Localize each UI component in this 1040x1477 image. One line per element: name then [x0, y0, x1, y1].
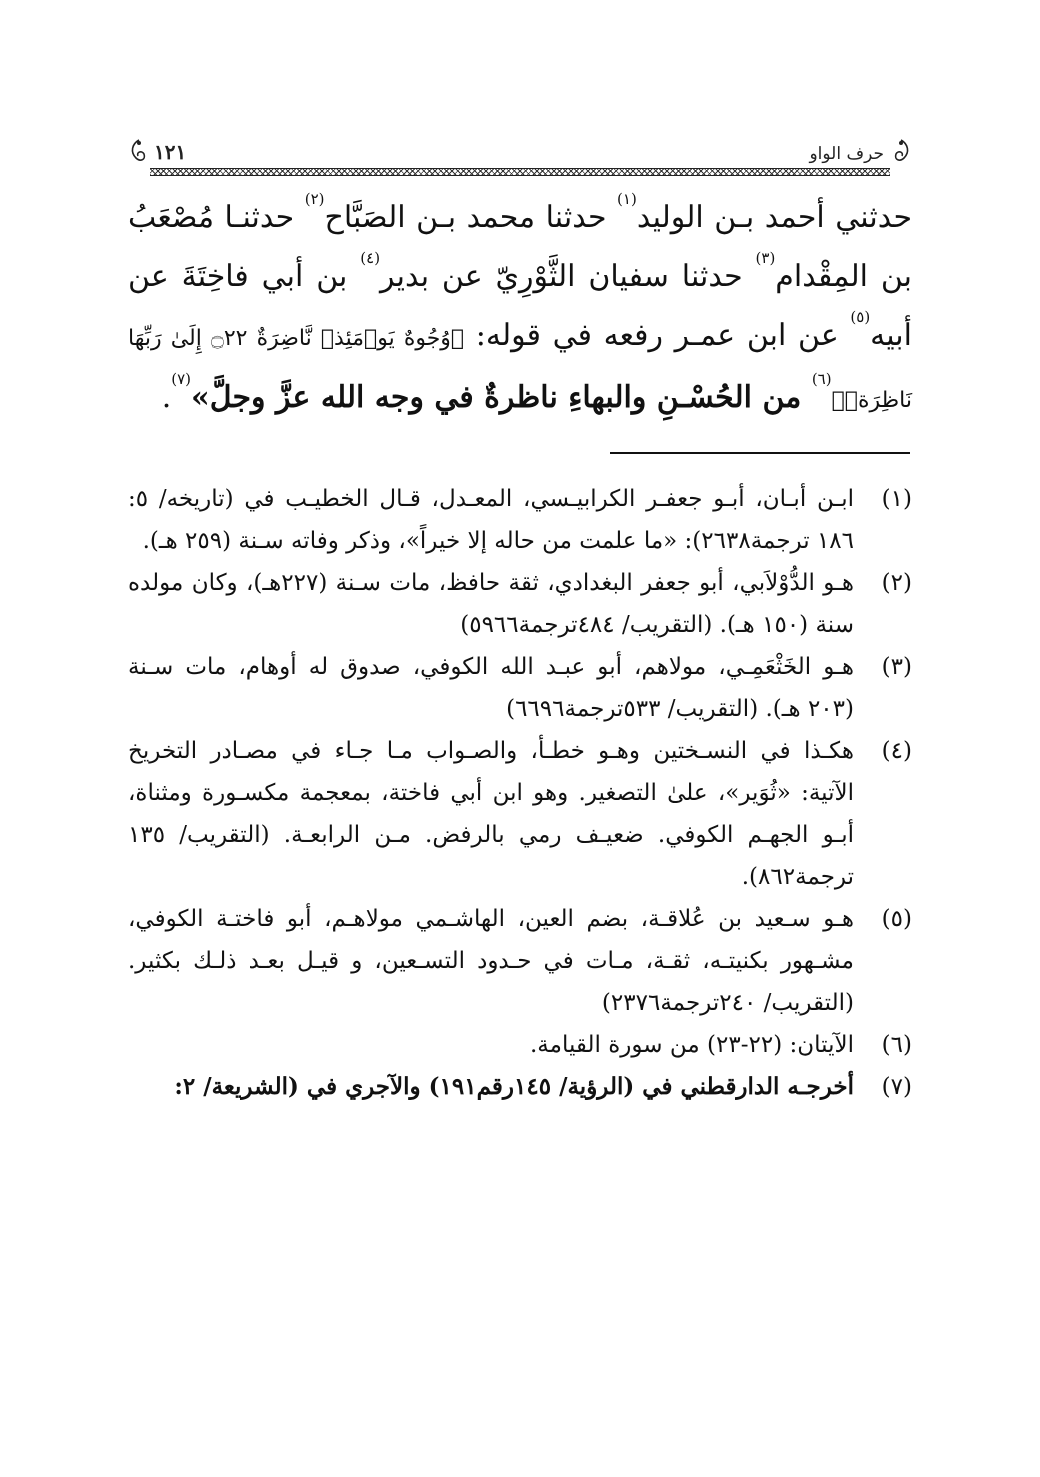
footnote-item: [128, 1066, 912, 1108]
footnotes-list: [128, 478, 912, 1108]
main-text-segment: حدثنـا مُصْعَبُ بن المِقْدام: [128, 200, 913, 294]
footnote-item: [128, 646, 912, 730]
footnote-text: هـو سـعيد بن عُلاقـة، بضم العين، الهاشـمي مولاهـم، أبو فاختـة الكوفي، مشـهور بكنيتـه، ثقـة، مـات في حـدود التسـعين، و قيـل بعـد ذلـك بكثير. (التقريب/ ٢٤٠ترجمة٢٣٧٦): [128, 906, 854, 1016]
header-chapter-title: حرف الواو: [809, 144, 884, 164]
main-text-segment: بن أبي فاخِتَةَ عن أبيه: [128, 259, 912, 353]
header-ornament-left-icon: [128, 138, 150, 166]
footnote-number: (٦): [881, 1032, 912, 1058]
footnote-number: (٤): [881, 738, 912, 764]
footnote-item: [128, 562, 912, 646]
footnote-item: [128, 730, 912, 898]
footnote-ref: (٢): [304, 190, 325, 208]
main-text: [128, 188, 912, 430]
footnote-item: [128, 478, 912, 562]
main-text-segment: حدثنا محمد بـن الصَبَّاح: [324, 200, 618, 235]
footnote-number: (١): [881, 486, 912, 512]
header-decorative-rule: [150, 168, 890, 176]
footnote-number: (٢): [881, 570, 912, 596]
main-text-segment: .: [161, 380, 172, 415]
footnote-ref: (١): [617, 190, 637, 208]
page-header: [128, 130, 912, 178]
footnote-ref: (٤): [360, 249, 381, 267]
footnote-ref: (٧): [171, 370, 192, 388]
footnote-ref: (٣): [755, 249, 776, 267]
footnote-text: هكـذا في النسـختين وهـو خطـأ، والصـواب مـا جـاء في مصـادر التخريخ الآتية: «ثُوَير»، علىٰ التصغير. وهو ابن أبي فاختة، بمعجمة مكسـورة ومثناة، أبـو الجهـم الكوفي. ضعيـف رمي بالرفض. مـن الرابعـة. (التقريب/ ١٣٥ ترجمة٨٦٢).: [128, 738, 854, 890]
main-text-segment: حدثنا سفيان الثَّوْرِيّ عن بدير: [380, 259, 756, 294]
footnote-number: (٣): [881, 654, 912, 680]
footnote-text: أخرجـه الدارقطني في (الرؤية/ ١٤٥رقم١٩١) والآجري في (الشريعة/ ٢:: [174, 1073, 854, 1100]
footnote-text: ابـن أبـان، أبـو جعفـر الكرابيـسي، المعـدل، قـال الخطيـب في (تاريخه/ ٥: ١٨٦ ترجمة٢٦٣٨): «ما علمت من حاله إلا خيراً»، وذكر وفاته سـنة (٢٥٩ هـ).: [128, 486, 854, 554]
footnote-divider: [610, 452, 910, 454]
footnote-item: [128, 1024, 912, 1066]
main-text-segment: عن ابن عمـر رفعه في قوله:: [464, 318, 851, 353]
header-ornament-right-icon: [890, 138, 912, 166]
footnote-item: [128, 898, 912, 1024]
page-number: ١٢١: [154, 140, 187, 164]
footnote-text: الآيتان: (٢٢-٢٣) من سورة القيامة.: [530, 1032, 854, 1058]
hadith-text-bold: من الحُسْـنِ والبهاءِ ناظرةٌ في وجه الله عزَّ وجلَّ»: [191, 380, 812, 415]
main-text-segment: حدثني أحمد بـن الوليد: [636, 200, 913, 235]
footnote-text: هـو الخَثْعَمِـي، مولاهم، أبو عبـد الله الكوفي، صدوق له أوهام، مات سـنة (٢٠٣ هـ). (التقريب/ ٥٣٣ترجمة٦٦٩٦): [128, 654, 854, 722]
footnote-ref: (٦): [811, 370, 832, 388]
footnote-text: هـو الدُّوْلاَبي، أبو جعفر البغدادي، ثقة حافظ، مات سـنة (٢٢٧هـ)، وكان مولده سنة (١٥٠ هـ). (التقريب/ ٤٨٤ترجمة٥٩٦٦): [128, 570, 854, 638]
footnote-ref: (٥): [850, 308, 871, 326]
quran-verse: ﴿وُجُوهٌ يَوۡمَئِذٖ نَّاضِرَةٌ ۝٢٢ إِلَىٰ رَبِّهَا نَاظِرَةٞ﴾: [128, 326, 912, 413]
footnote-number: (٧): [881, 1074, 912, 1100]
footnote-number: (٥): [881, 906, 912, 932]
